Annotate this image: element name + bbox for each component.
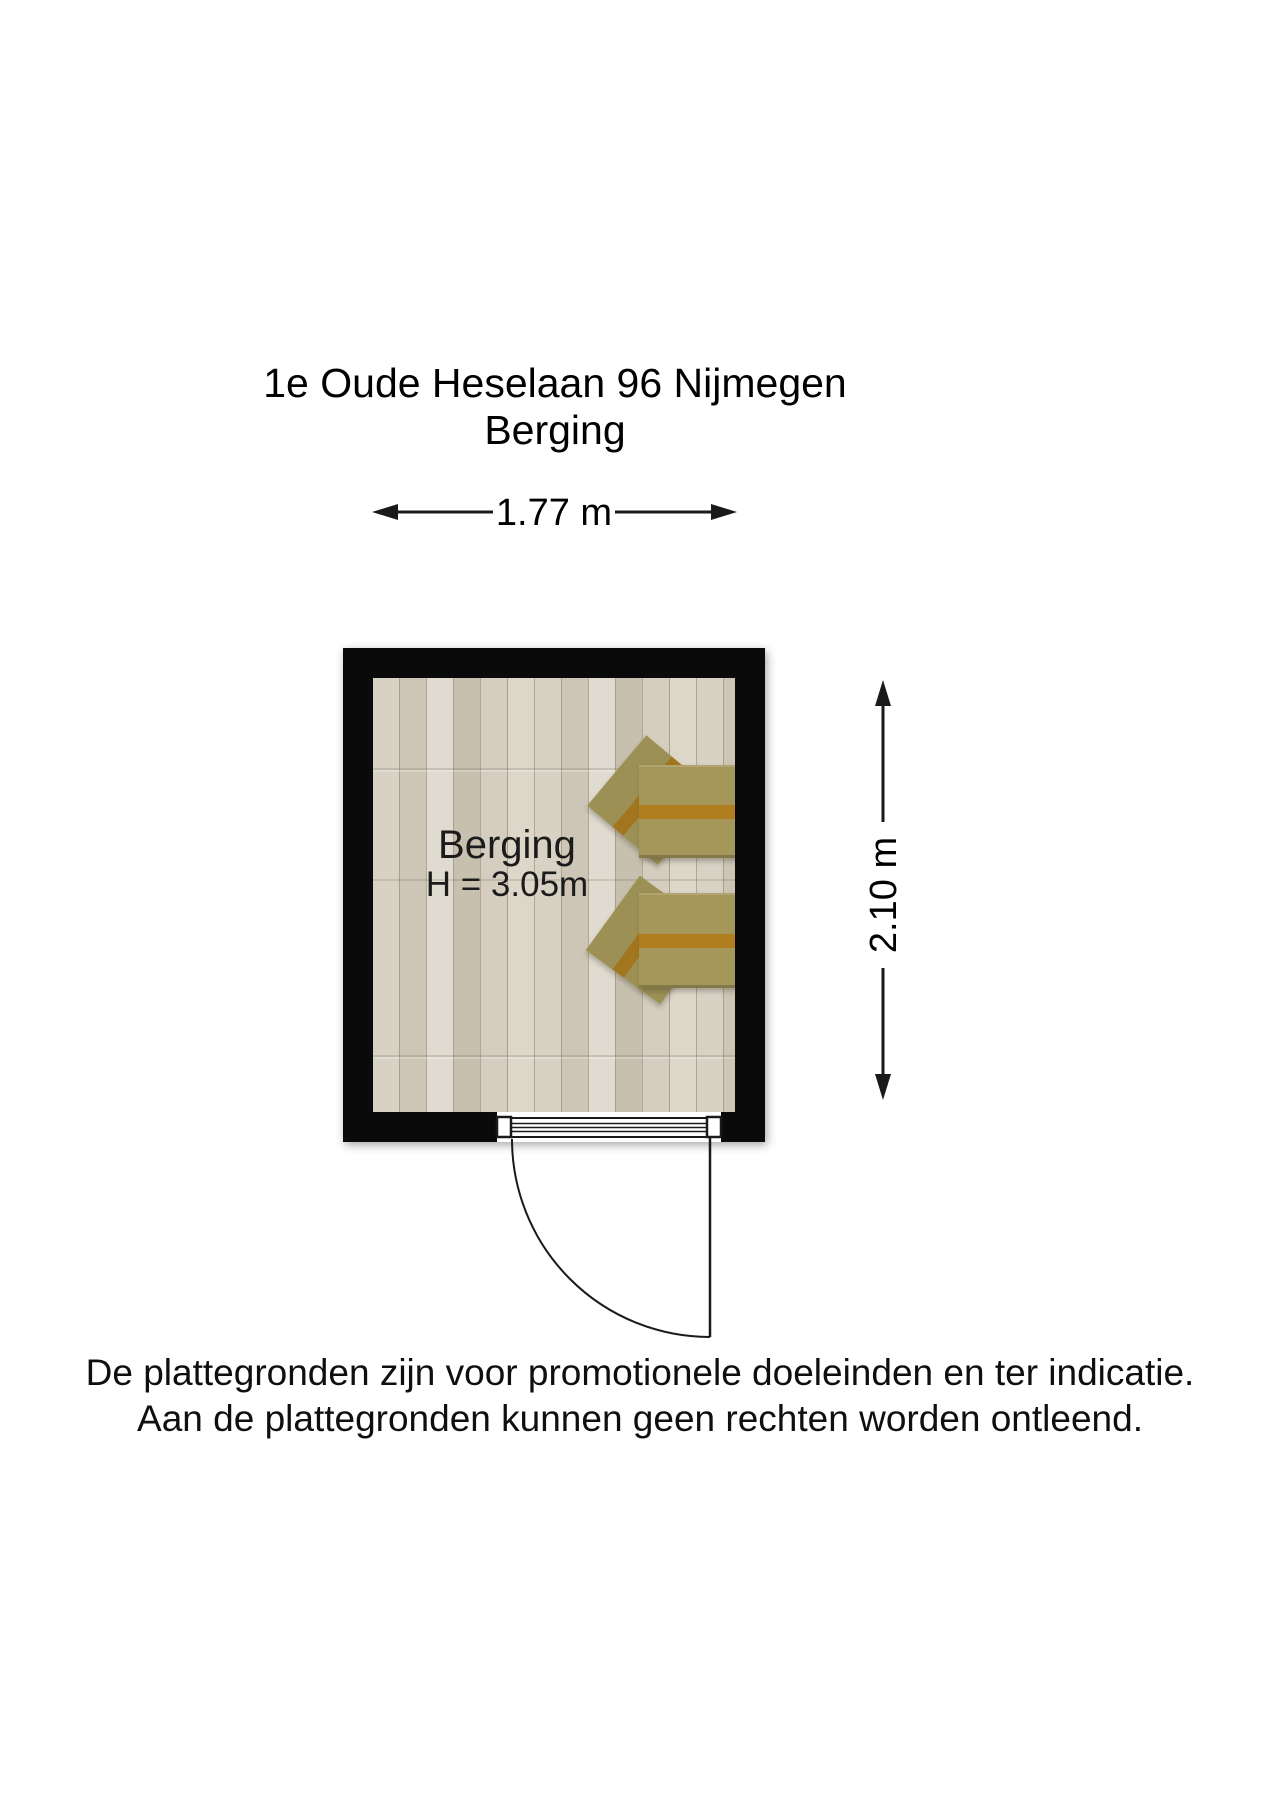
storage-box xyxy=(639,893,735,988)
arrow-down-icon xyxy=(875,1074,891,1100)
wall-top xyxy=(343,648,765,678)
page-subtitle: Berging xyxy=(484,407,626,453)
disclaimer xyxy=(0,1350,1280,1442)
height-dimension xyxy=(853,660,913,1120)
wall-left xyxy=(343,648,373,1142)
width-dimension xyxy=(343,485,765,543)
room-label xyxy=(426,824,588,904)
room-floor xyxy=(373,678,735,1112)
door-swing-arc xyxy=(512,1139,710,1337)
arrow-left-icon xyxy=(372,504,398,520)
room-name: Berging xyxy=(438,823,576,867)
arrow-up-icon xyxy=(875,680,891,706)
disclaimer-line-1: De plattegronden zijn voor promotionele doeleinden en ter indicatie. xyxy=(85,1352,1195,1393)
disclaimer-line-2: Aan de plattegronden kunnen geen rechten worden ontleend. xyxy=(137,1398,1143,1439)
room-ceiling-height: H = 3.05m xyxy=(425,865,589,904)
title-block xyxy=(263,360,847,454)
door-jamb-left xyxy=(497,1117,511,1137)
door xyxy=(343,1088,765,1350)
arrow-right-icon xyxy=(711,504,737,520)
width-dimension-label: 1.77 m xyxy=(495,492,613,534)
page-title: 1e Oude Heselaan 96 Nijmegen xyxy=(263,360,847,406)
storage-box xyxy=(639,765,735,858)
floorplan xyxy=(343,648,765,1142)
height-dimension-label: 2.10 m xyxy=(863,836,905,954)
wall-right xyxy=(735,648,765,1142)
door-jamb-right xyxy=(707,1117,721,1137)
